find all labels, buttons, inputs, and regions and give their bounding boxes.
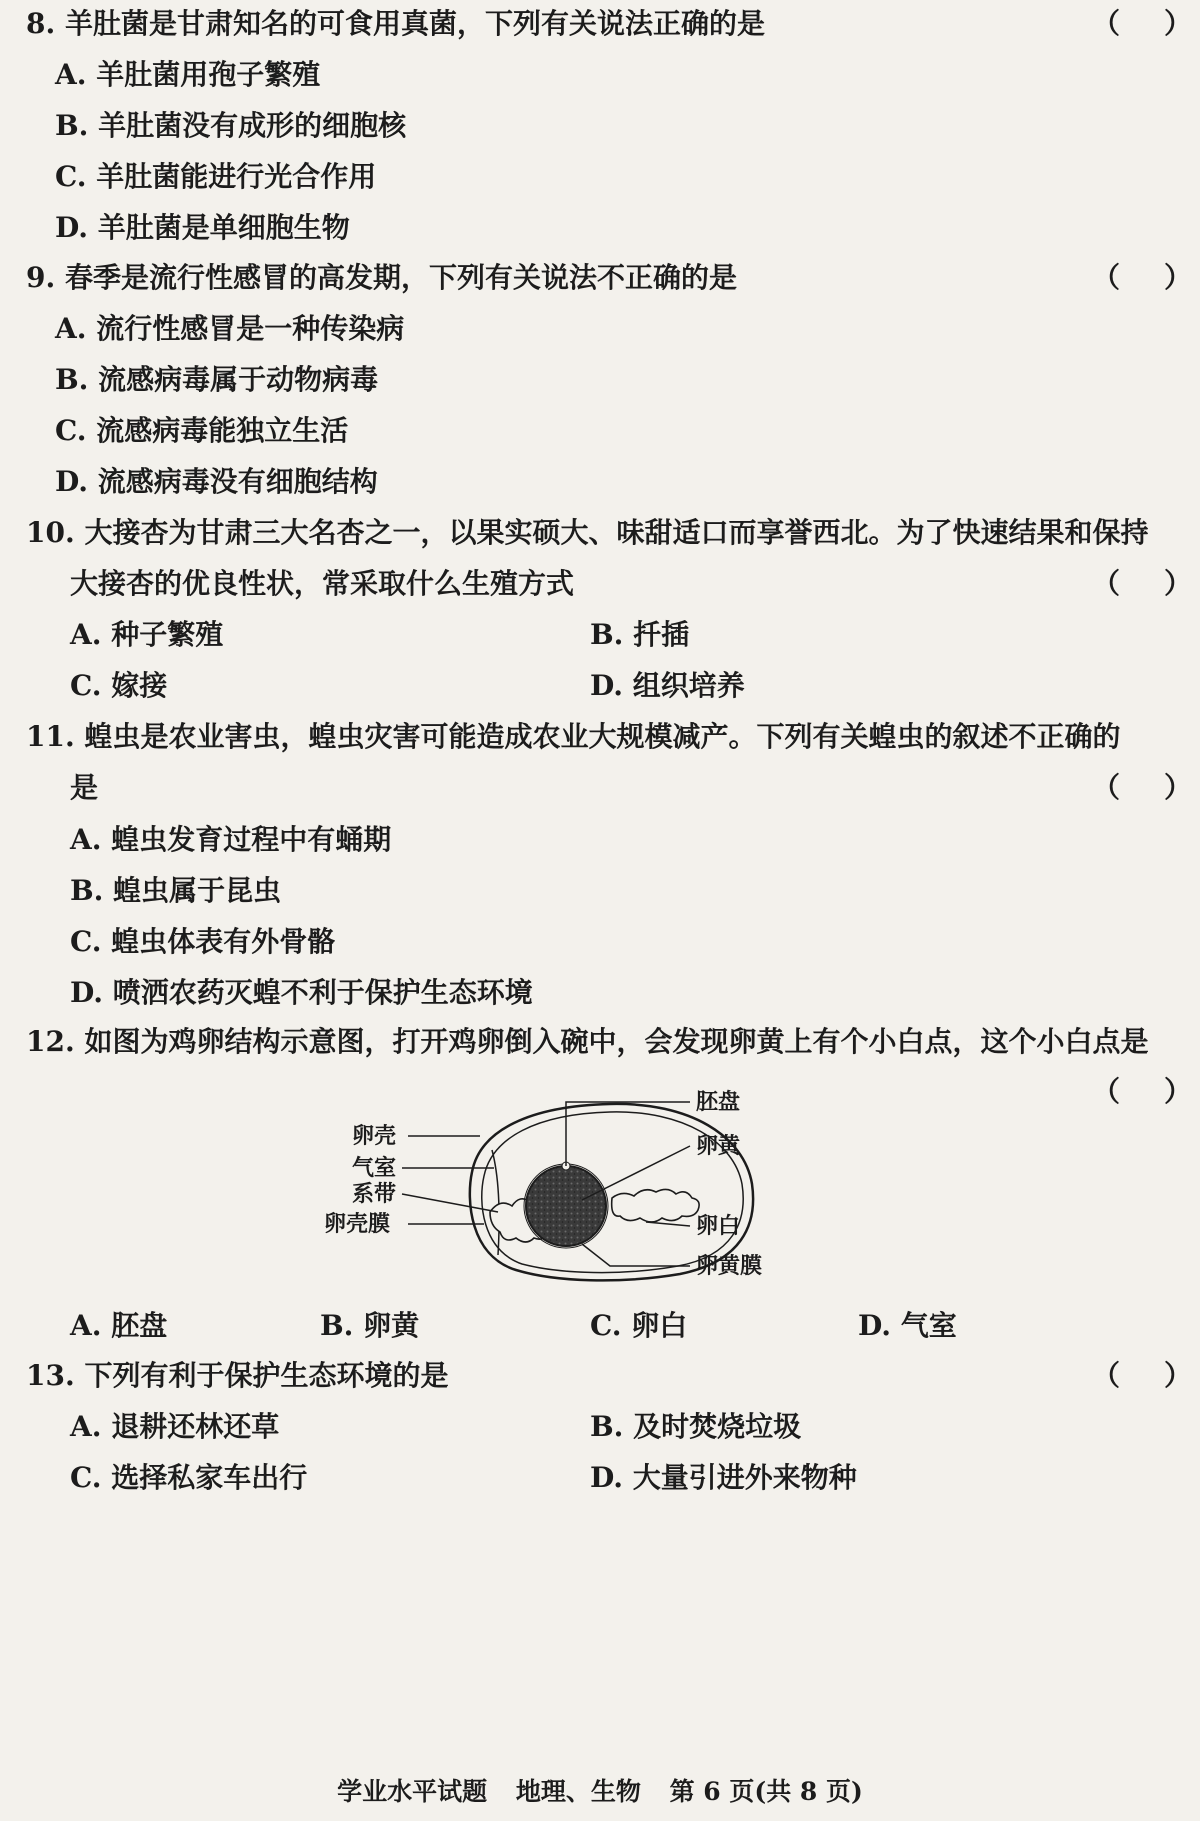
option-label: A. 退耕还林还草 (70, 1410, 280, 1443)
question-stem: 10. 大接杏为甘肃三大名杏之一，以果实硕大、味甜适口而享誉西北。为了快速结果和保持 (26, 516, 1149, 549)
paren-open: （ (1092, 1075, 1121, 1108)
question-10-options-row-2 (0, 666, 1200, 706)
question-11-stem-line-1 (0, 717, 1200, 757)
paren-close: ） (1164, 7, 1193, 40)
option-label: C. 流感病毒能独立生活 (55, 414, 349, 447)
question-stem: 13. 下列有利于保护生态环境的是 (26, 1359, 449, 1392)
question-10-stem-line-1 (0, 513, 1200, 553)
option-label: A. 种子繁殖 (70, 618, 224, 651)
question-11-option-a (0, 820, 1200, 860)
question-9-option-b (0, 360, 1200, 400)
paren-close: ） (1164, 1359, 1193, 1392)
question-8-option-d (0, 208, 1200, 248)
option-label: D. 喷洒农药灭蝗不利于保护生态环境 (70, 976, 533, 1009)
label-shell: 卵壳 (352, 1123, 397, 1149)
question-9-option-d (0, 462, 1200, 502)
question-stem-continued: 大接杏的优良性状，常采取什么生殖方式 (70, 567, 575, 600)
option-label: A. 流行性感冒是一种传染病 (55, 312, 405, 345)
question-13-stem-line (0, 1356, 1200, 1396)
leader-line-albumen (646, 1222, 690, 1226)
option-label: C. 羊肚菌能进行光合作用 (55, 160, 377, 193)
question-11-stem-line-2 (0, 768, 1200, 808)
air-cell-line (492, 1150, 499, 1255)
question-8-stem-line (0, 4, 1200, 44)
question-12-stem-line (0, 1022, 1200, 1062)
question-11-option-c (0, 922, 1200, 962)
option-label: D. 羊肚菌是单细胞生物 (55, 211, 350, 244)
leader-line-yolk-membrane (582, 1244, 690, 1266)
option-label: D. 气室 (858, 1309, 957, 1342)
question-stem: 8. 羊肚菌是甘肃知名的可食用真菌，下列有关说法正确的是 (26, 7, 765, 40)
answer-blank (1092, 1072, 1193, 1112)
paren-open: （ (1092, 261, 1121, 294)
paren-close: ） (1164, 261, 1193, 294)
right-chalaza (612, 1189, 699, 1222)
question-8-option-c (0, 157, 1200, 197)
paren-open: （ (1092, 567, 1121, 600)
question-9-option-c (0, 411, 1200, 451)
paren-close: ） (1164, 1075, 1193, 1108)
option-label: A. 胚盘 (70, 1309, 168, 1342)
answer-blank (1092, 564, 1193, 604)
label-chalaza: 系带 (352, 1181, 397, 1207)
answer-blank (1092, 4, 1193, 44)
option-label: B. 及时焚烧垃圾 (590, 1410, 802, 1443)
label-yolk: 卵黄 (696, 1133, 741, 1159)
answer-blank (1092, 1356, 1193, 1396)
label-embryonic-disc: 胚盘 (696, 1089, 741, 1115)
leader-line-chalaza (402, 1194, 498, 1212)
question-stem: 12. 如图为鸡卵结构示意图，打开鸡卵倒入碗中，会发现卵黄上有个小白点，这个小白点是 (26, 1025, 1149, 1058)
option-label: C. 蝗虫体表有外骨骼 (70, 925, 336, 958)
option-label: B. 卵黄 (320, 1309, 420, 1342)
option-label: A. 羊肚菌用孢子繁殖 (55, 58, 321, 91)
option-label: C. 嫁接 (70, 669, 168, 702)
question-13-options-row-1 (0, 1407, 1200, 1447)
answer-blank (1092, 768, 1193, 808)
answer-blank (1092, 258, 1193, 298)
paren-close: ） (1164, 771, 1193, 804)
label-albumen: 卵白 (696, 1213, 741, 1239)
question-stem: 11. 蝗虫是农业害虫，蝗虫灾害可能造成农业大规模减产。下列有关蝗虫的叙述不正确的 (26, 720, 1121, 753)
footer-subjects: 地理、生物 (515, 1777, 641, 1806)
option-label: C. 选择私家车出行 (70, 1461, 308, 1494)
egg-structure-diagram (324, 1080, 880, 1305)
question-8-option-b (0, 106, 1200, 146)
label-shell-membrane: 卵壳膜 (324, 1211, 391, 1237)
option-label: D. 流感病毒没有细胞结构 (55, 465, 378, 498)
question-11-option-b (0, 871, 1200, 911)
question-13-options-row-2 (0, 1458, 1200, 1498)
paren-open: （ (1092, 771, 1121, 804)
paren-open: （ (1092, 1359, 1121, 1392)
option-label: D. 大量引进外来物种 (590, 1461, 857, 1494)
paren-open: （ (1092, 7, 1121, 40)
option-label: D. 组织培养 (590, 669, 745, 702)
label-air-cell: 气室 (352, 1155, 397, 1181)
question-12-options-row (0, 1306, 1200, 1346)
question-stem: 9. 春季是流行性感冒的高发期，下列有关说法不正确的是 (26, 261, 737, 294)
question-8-option-a (0, 55, 1200, 95)
footer-page-number: 第 6 页(共 8 页) (669, 1777, 863, 1806)
question-stem-continued: 是 (70, 771, 99, 804)
option-label: B. 流感病毒属于动物病毒 (55, 363, 379, 396)
question-11-option-d (0, 973, 1200, 1013)
label-yolk-membrane: 卵黄膜 (696, 1253, 763, 1279)
paren-close: ） (1164, 567, 1193, 600)
page-footer (0, 1774, 1200, 1810)
footer-exam-title: 学业水平试题 (337, 1777, 488, 1806)
option-label: B. 蝗虫属于昆虫 (70, 874, 282, 907)
yolk (526, 1166, 606, 1246)
option-label: B. 羊肚菌没有成形的细胞核 (55, 109, 407, 142)
question-9-option-a (0, 309, 1200, 349)
question-9-stem-line (0, 258, 1200, 298)
question-10-stem-line-2 (0, 564, 1200, 604)
option-label: C. 卵白 (590, 1309, 688, 1342)
option-label: A. 蝗虫发育过程中有蛹期 (70, 823, 392, 856)
question-10-options-row-1 (0, 615, 1200, 655)
option-label: B. 扦插 (590, 618, 690, 651)
